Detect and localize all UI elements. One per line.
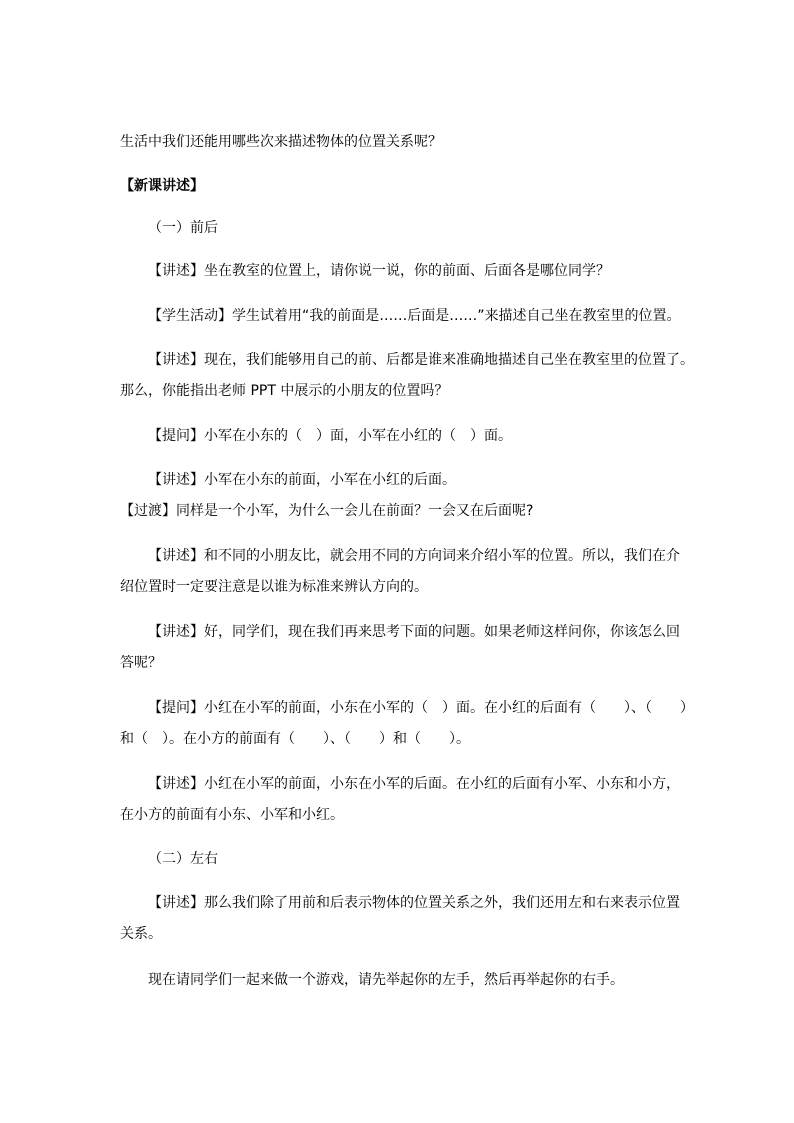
paragraph-question-2-line2: 和（ ）。在小方的前面有（ ）、（ ）和（ ）。 [120,731,470,747]
paragraph-tag: 【提问】 [148,428,204,444]
paragraph-tag: 【讲述】 [148,472,204,488]
section-heading-new-lesson: 【新课讲述】 [120,178,204,194]
paragraph-tag: 【讲述】 [148,895,204,911]
paragraph-text: 现在，我们能够用自己的前、后都是谁来准确地描述自己坐在教室里的位置了。 [204,352,694,368]
paragraph-narration-3 [148,472,456,488]
paragraph-narration-1 [148,263,610,279]
paragraph-text: 小红在小军的前面，小东在小军的（ ）面。在小红的后面有（ ）、（ ） [204,700,694,716]
paragraph-narration-4-line2: 绍位置时一定要注意是以谁为标准来辨认方向的。 [120,579,428,595]
paragraph-text: 同样是一个小军，为什么一会儿在前面？一会又在后面呢? [176,503,534,519]
paragraph-text: 好，同学们，现在我们再来思考下面的问题。如果老师这样问你，你该怎么回 [204,624,680,640]
paragraph-narration-6-line2: 在小方的前面有小东、小军和小红。 [120,807,344,823]
paragraph-narration-2-line2: 那么，你能指出老师 PPT 中展示的小朋友的位置吗？ [120,383,449,399]
paragraph-narration-5-line2: 答呢？ [120,655,162,671]
paragraph-tag: 【讲述】 [148,624,204,640]
paragraph-tag: 【讲述】 [148,352,204,368]
paragraph-tag: 【讲述】 [148,776,204,792]
paragraph-question-1 [148,428,512,444]
subsection-title-left-right: （二）左右 [148,851,218,867]
paragraph-narration-6-line1 [148,776,680,792]
paragraph-tag: 【讲述】 [148,263,204,279]
paragraph-narration-5-line1 [148,624,680,640]
paragraph-text: 小军在小东的前面，小军在小红的后面。 [204,472,456,488]
paragraph-tag: 【过渡】 [120,503,176,519]
paragraph-narration-7-line1 [148,895,680,911]
paragraph-text: 小红在小军的前面，小东在小军的后面。在小红的后面有小军、小东和小方， [204,776,680,792]
paragraph-tag: 【学生活动】 [148,308,232,324]
intro-question: 生活中我们还能用哪些次来描述物体的位置关系呢？ [120,134,442,150]
paragraph-narration-4-line1 [148,548,680,564]
paragraph-tag: 【提问】 [148,700,204,716]
paragraph-narration-2-line1 [148,352,694,368]
paragraph-transition [120,503,533,519]
paragraph-text: 坐在教室的位置上，请你说一说，你的前面、后面各是哪位同学？ [204,263,610,279]
paragraph-game-instruction: 现在请同学们一起来做一个游戏，请先举起你的左手，然后再举起你的右手。 [148,972,624,988]
paragraph-student-activity [148,308,681,324]
paragraph-question-2-line1 [148,700,694,716]
paragraph-text: 那么我们除了用前和后表示物体的位置关系之外，我们还用左和右来表示位置 [204,895,680,911]
paragraph-tag: 【讲述】 [148,548,204,564]
paragraph-text: 小军在小东的（ ）面，小军在小红的（ ）面。 [204,428,512,444]
paragraph-narration-7-line2: 关系。 [120,926,162,942]
paragraph-text: 和不同的小朋友比，就会用不同的方向词来介绍小军的位置。所以，我们在介 [204,548,680,564]
subsection-title-front-back: （一）前后 [148,220,218,236]
paragraph-text: 学生试着用“我的前面是……后面是……”来描述自己坐在教室里的位置。 [232,308,681,324]
